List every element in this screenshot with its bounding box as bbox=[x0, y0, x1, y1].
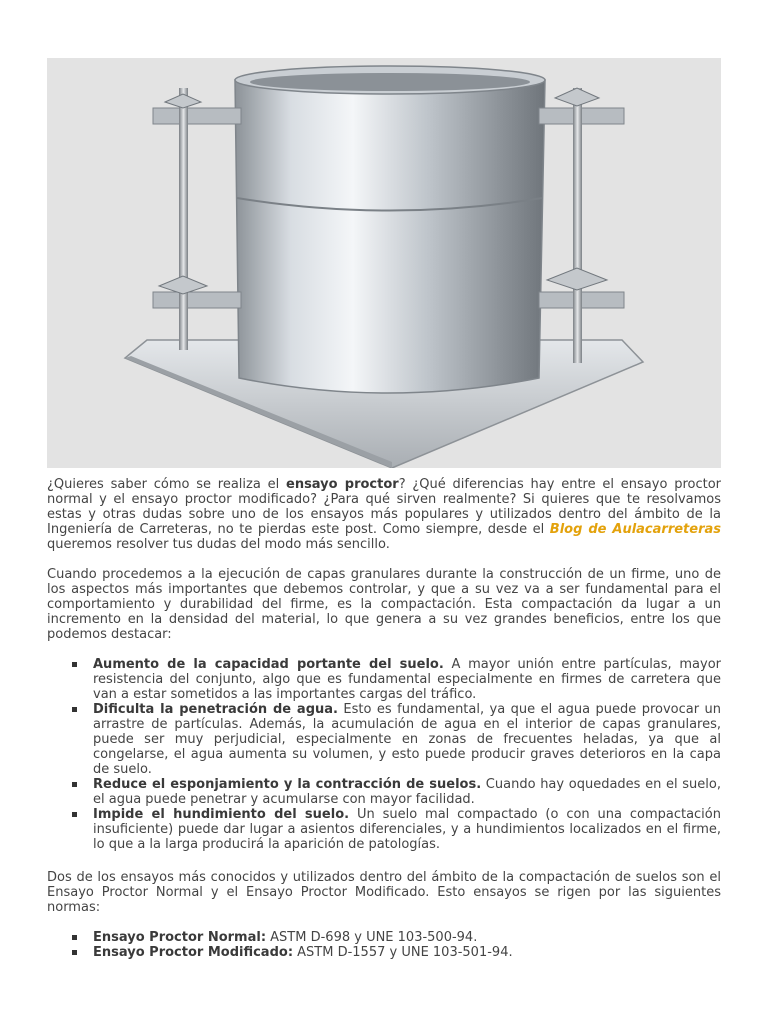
list-item: Reduce el esponjamiento y la contracción de suelos. Cuando hay oquedades en el suelo, el agua puede penetrar y acumularse con mayor facilidad. bbox=[47, 777, 721, 807]
benefits-list bbox=[47, 657, 721, 852]
tests-paragraph: Dos de los ensayos más conocidos y utilizados dentro del ámbito de la compactación de suelos son el Ensayo Proctor Normal y el Ensayo Proctor Modificado. Esto ensayos se rigen por las siguientes normas: bbox=[47, 870, 721, 915]
list-item: Impide el hundimiento del suelo. Un suelo mal compactado (o con una compactación insuficiente) puede dar lugar a asientos diferenciales, y a hundimientos localizados en el firme, lo que a la larga producirá la aparición de patologías. bbox=[47, 807, 721, 852]
list-item: Aumento de la capacidad portante del suelo. A mayor unión entre partículas, mayor resistencia del conjunto, algo que es fundamental especialmente en firmes de carretera que van a estar sometidos a las importantes cargas del tráfico. bbox=[47, 657, 721, 702]
proctor-mold-photo bbox=[47, 58, 721, 468]
list-item: Ensayo Proctor Normal: ASTM D-698 y UNE 103-500-94. bbox=[47, 930, 721, 945]
intro-paragraph: ¿Quieres saber cómo se realiza el ensayo proctor? ¿Qué diferencias hay entre el ensayo proctor normal y el ensayo proctor modificado? ¿Para qué sirven realmente? Si quieres que te resolvamos estas y otras dudas sobre uno de los ensayos más populares y utilizados dentro del ámbito de la Ingeniería de Carreteras, no te pierdas este post. Como siempre, desde el Blog de Aulacarreteras queremos resolver tus dudas del modo más sencillo. bbox=[47, 477, 722, 552]
list-item: Ensayo Proctor Modificado: ASTM D-1557 y UNE 103-501-94. bbox=[47, 945, 721, 960]
ensayo-proctor-term: ensayo proctor bbox=[286, 477, 399, 492]
compaction-paragraph: Cuando procedemos a la ejecución de capas granulares durante la construcción de un firme, uno de los aspectos más importantes que debemos controlar, y que a su vez va a ser fundamental para el comportamiento y durabilidad del firme, es la compactación. Esta compactación da lugar a un incremento en la densidad del material, lo que genera a su vez grandes beneficios, entre los que podemos destacar: bbox=[47, 567, 721, 642]
article-body bbox=[47, 477, 721, 960]
article bbox=[47, 58, 721, 960]
blog-aulacarreteras-link[interactable]: Blog de Aulacarreteras bbox=[549, 522, 721, 537]
norms-list bbox=[47, 930, 721, 960]
list-item: Dificulta la penetración de agua. Esto es fundamental, ya que el agua puede provocar un arrastre de partículas. Además, la acumulación de agua en el interior de capas granulares, puede ser muy perjudicial, especialmente en zonas de frecuentes heladas, ya que al congelarse, el agua aumenta su volumen, y esto puede producir graves deterioros en la capa de suelo. bbox=[47, 702, 721, 777]
